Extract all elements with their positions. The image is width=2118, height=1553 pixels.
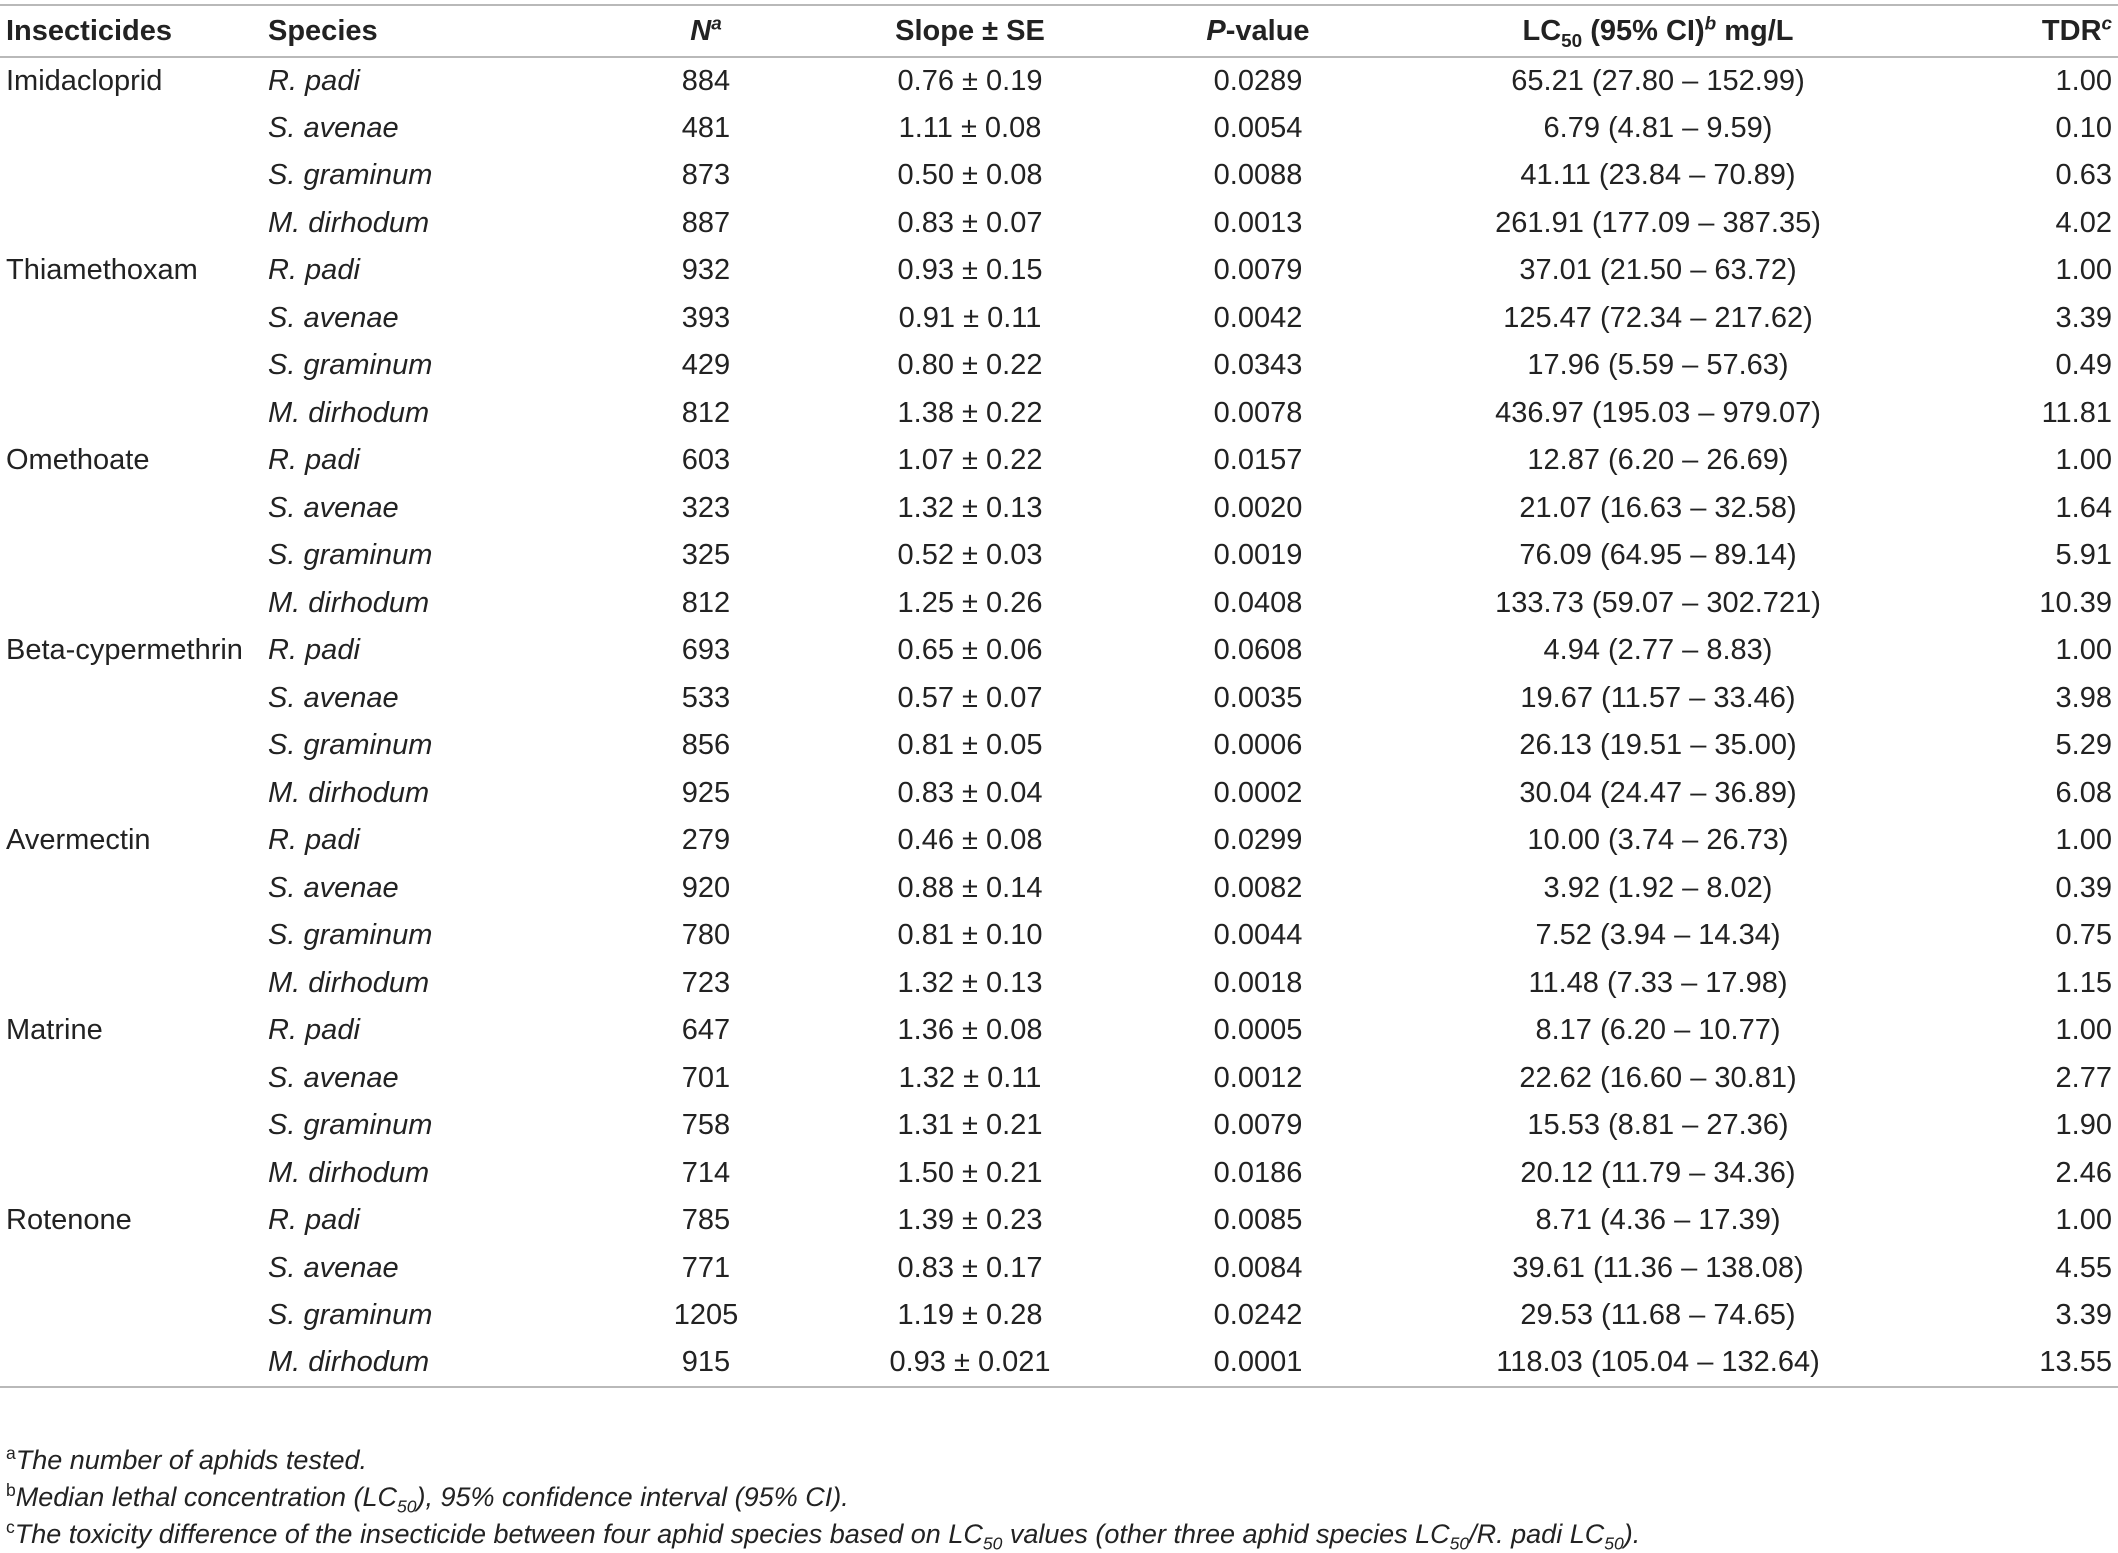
cell-n: 856 xyxy=(681,729,731,762)
table-row xyxy=(0,817,2118,865)
cell-tdr: 2.77 xyxy=(2055,1061,2112,1094)
cell-slope: 0.50 ± 0.08 xyxy=(897,159,1043,192)
cell-p-value: 0.0002 xyxy=(1213,776,1303,809)
cell-p-value: 0.0005 xyxy=(1213,1014,1303,1047)
cell-lc50: 8.17 (6.20 – 10.77) xyxy=(1535,1014,1781,1047)
cell-tdr: 1.00 xyxy=(2055,254,2112,287)
cell-tdr: 1.00 xyxy=(2055,634,2112,667)
cell-insecticide xyxy=(0,1102,258,1150)
cell-insecticide: Thiamethoxam xyxy=(6,254,198,287)
cell-lc50: 7.52 (3.94 – 14.34) xyxy=(1535,919,1781,952)
cell-species: M. dirhodum xyxy=(268,206,430,239)
cell-tdr: 1.00 xyxy=(2055,1014,2112,1047)
cell-lc50: 20.12 (11.79 – 34.36) xyxy=(1520,1156,1796,1189)
cell-p-value: 0.0084 xyxy=(1213,1251,1303,1284)
cell-lc50: 6.79 (4.81 – 9.59) xyxy=(1543,111,1773,144)
table-row xyxy=(0,1102,2118,1150)
cell-slope: 1.11 ± 0.08 xyxy=(898,111,1042,144)
header-tdr: TDR$^c$ xyxy=(1938,5,2118,57)
cell-tdr: 4.02 xyxy=(2055,206,2112,239)
cell-tdr: 0.75 xyxy=(2055,919,2112,952)
table-row xyxy=(0,105,2118,153)
table-row xyxy=(0,627,2118,675)
cell-p-value: 0.0001 xyxy=(1138,1340,1378,1388)
table-row xyxy=(0,1007,2118,1055)
cell-lc50: 17.96 (5.59 – 57.63) xyxy=(1527,349,1789,382)
cell-species: S. graminum xyxy=(268,919,433,952)
cell-p-value: 0.0019 xyxy=(1213,539,1303,572)
table-row xyxy=(0,200,2118,248)
cell-insecticide xyxy=(0,1292,258,1340)
cell-n: 915 xyxy=(610,1340,802,1388)
cell-n: 887 xyxy=(681,206,731,239)
cell-n: 785 xyxy=(681,1204,731,1237)
cell-p-value: 0.0042 xyxy=(1213,301,1303,334)
table-header xyxy=(0,5,2118,57)
cell-species: S. avenae xyxy=(268,301,399,334)
table-row xyxy=(0,532,2118,580)
cell-insecticide xyxy=(0,1150,258,1198)
cell-p-value: 0.0289 xyxy=(1213,64,1303,97)
cell-p-value: 0.0079 xyxy=(1213,1109,1303,1142)
cell-lc50: 118.03 (105.04 – 132.64) xyxy=(1378,1340,1938,1388)
cell-slope: 0.76 ± 0.19 xyxy=(897,64,1043,97)
cell-species: S. avenae xyxy=(268,681,399,714)
table-row xyxy=(0,485,2118,533)
cell-insecticide xyxy=(0,105,258,153)
table-row xyxy=(0,675,2118,723)
cell-lc50: 76.09 (64.95 – 89.14) xyxy=(1519,539,1797,572)
table-row xyxy=(0,1150,2118,1198)
cell-insecticide xyxy=(0,152,258,200)
table-row xyxy=(0,57,2118,105)
table-row xyxy=(0,865,2118,913)
header-species: Species xyxy=(258,5,610,57)
cell-tdr: 2.46 xyxy=(2055,1156,2112,1189)
cell-lc50: 133.73 (59.07 – 302.721) xyxy=(1495,586,1821,619)
cell-p-value: 0.0186 xyxy=(1213,1156,1303,1189)
cell-species: M. dirhodum xyxy=(268,966,430,999)
table-body xyxy=(0,57,2118,1387)
cell-species: S. avenae xyxy=(268,1061,399,1094)
cell-slope: 0.88 ± 0.14 xyxy=(897,871,1043,904)
cell-p-value: 0.0012 xyxy=(1213,1061,1303,1094)
cell-slope: 0.52 ± 0.03 xyxy=(897,539,1043,572)
cell-species: S. graminum xyxy=(268,1109,433,1142)
cell-insecticide: Rotenone xyxy=(6,1204,132,1237)
cell-species: R. padi xyxy=(268,254,360,287)
footnotes xyxy=(6,1442,1640,1553)
cell-species: R. padi xyxy=(268,1204,360,1237)
cell-lc50: 12.87 (6.20 – 26.69) xyxy=(1527,444,1789,477)
cell-insecticide: Matrine xyxy=(6,1014,103,1047)
cell-p-value: 0.0085 xyxy=(1213,1204,1303,1237)
cell-insecticide xyxy=(0,200,258,248)
table-row xyxy=(0,342,2118,390)
cell-n: 873 xyxy=(681,159,731,192)
cell-insecticide xyxy=(0,532,258,580)
cell-p-value: 0.0006 xyxy=(1213,729,1303,762)
cell-species: M. dirhodum xyxy=(268,776,430,809)
cell-tdr: 13.55 xyxy=(1938,1340,2118,1388)
cell-n: 279 xyxy=(681,824,731,857)
cell-tdr: 1.00 xyxy=(2055,1204,2112,1237)
cell-lc50: 3.92 (1.92 – 8.02) xyxy=(1543,871,1773,904)
cell-species: R. padi xyxy=(268,634,360,667)
cell-slope: 1.25 ± 0.26 xyxy=(897,586,1043,619)
cell-species: M. dirhodum xyxy=(258,1340,610,1388)
cell-lc50: 125.47 (72.34 – 217.62) xyxy=(1503,301,1813,334)
cell-insecticide xyxy=(0,1340,258,1388)
cell-p-value: 0.0082 xyxy=(1213,871,1303,904)
cell-n: 323 xyxy=(681,491,731,524)
cell-lc50: 26.13 (19.51 – 35.00) xyxy=(1519,729,1797,762)
cell-lc50: 15.53 (8.81 – 27.36) xyxy=(1527,1109,1789,1142)
cell-n: 603 xyxy=(681,444,731,477)
cell-slope: 1.19 ± 0.28 xyxy=(897,1299,1043,1332)
cell-slope: 1.36 ± 0.08 xyxy=(897,1014,1043,1047)
cell-slope: 1.32 ± 0.13 xyxy=(897,491,1043,524)
table-row xyxy=(0,1197,2118,1245)
header-slope: Slope ± SE xyxy=(802,5,1138,57)
cell-tdr: 1.00 xyxy=(2055,824,2112,857)
cell-lc50: 37.01 (21.50 – 63.72) xyxy=(1519,254,1797,287)
cell-tdr: 3.98 xyxy=(2055,681,2112,714)
cell-p-value: 0.0035 xyxy=(1213,681,1303,714)
footnote-b: $^b$Median lethal concentration $(LC_{50})$, 95% confidence interval (95% CI). xyxy=(6,1480,849,1517)
cell-n: 723 xyxy=(681,966,731,999)
table-row xyxy=(0,1292,2118,1340)
cell-insecticide xyxy=(0,865,258,913)
table-row xyxy=(0,247,2118,295)
cell-p-value: 0.0299 xyxy=(1213,824,1303,857)
table-row xyxy=(0,1245,2118,1293)
cell-species: S. graminum xyxy=(268,1299,433,1332)
cell-insecticide xyxy=(0,485,258,533)
cell-tdr: 1.00 xyxy=(2055,444,2112,477)
cell-slope: 1.39 ± 0.23 xyxy=(897,1204,1043,1237)
cell-slope: 1.38 ± 0.22 xyxy=(897,396,1043,429)
cell-species: S. avenae xyxy=(268,1251,399,1284)
cell-slope: 0.65 ± 0.06 xyxy=(897,634,1043,667)
cell-lc50: 8.71 (4.36 – 17.39) xyxy=(1535,1204,1781,1237)
cell-n: 533 xyxy=(681,681,731,714)
cell-tdr: 11.81 xyxy=(2041,396,2112,429)
cell-tdr: 6.08 xyxy=(2055,776,2112,809)
toxicity-table xyxy=(0,4,2118,1388)
cell-n: 758 xyxy=(681,1109,731,1142)
cell-insecticide: Omethoate xyxy=(6,444,150,477)
cell-n: 481 xyxy=(681,111,731,144)
cell-n: 393 xyxy=(681,301,731,334)
table-row xyxy=(0,580,2118,628)
cell-species: R. padi xyxy=(268,444,360,477)
cell-species: M. dirhodum xyxy=(268,1156,430,1189)
cell-lc50: 11.48 (7.33 – 17.98) xyxy=(1528,966,1788,999)
cell-slope: 0.80 ± 0.22 xyxy=(897,349,1043,382)
table-row xyxy=(0,960,2118,1008)
cell-lc50: 21.07 (16.63 – 32.58) xyxy=(1519,491,1797,524)
cell-p-value: 0.0079 xyxy=(1213,254,1303,287)
cell-p-value: 0.0018 xyxy=(1213,966,1303,999)
cell-tdr: 0.49 xyxy=(2055,349,2112,382)
cell-insecticide xyxy=(0,342,258,390)
cell-tdr: 5.91 xyxy=(2055,539,2112,572)
cell-tdr: 1.64 xyxy=(2055,491,2112,524)
cell-n: 884 xyxy=(681,64,731,97)
cell-lc50: 4.94 (2.77 – 8.83) xyxy=(1543,634,1773,667)
cell-slope: 0.81 ± 0.10 xyxy=(897,919,1043,952)
cell-lc50: 19.67 (11.57 – 33.46) xyxy=(1520,681,1796,714)
cell-p-value: 0.0088 xyxy=(1213,159,1303,192)
cell-insecticide xyxy=(0,1245,258,1293)
cell-species: S. avenae xyxy=(268,871,399,904)
cell-insecticide xyxy=(0,580,258,628)
cell-species: S. graminum xyxy=(268,349,433,382)
toxicity-table-container xyxy=(0,4,2118,1388)
cell-n: 429 xyxy=(681,349,731,382)
table-row xyxy=(0,1055,2118,1103)
cell-n: 325 xyxy=(681,539,731,572)
cell-n: 647 xyxy=(681,1014,731,1047)
cell-slope: 1.32 ± 0.13 xyxy=(897,966,1043,999)
cell-lc50: 30.04 (24.47 – 36.89) xyxy=(1519,776,1797,809)
cell-tdr: 1.15 xyxy=(2055,966,2112,999)
cell-p-value: 0.0608 xyxy=(1213,634,1303,667)
cell-tdr: 5.29 xyxy=(2055,729,2112,762)
cell-insecticide: Imidacloprid xyxy=(6,64,163,97)
cell-lc50: 436.97 (195.03 – 979.07) xyxy=(1495,396,1821,429)
cell-slope: 0.93 ± 0.021 xyxy=(802,1340,1138,1388)
footnote-a: $^a$The number of aphids tested. xyxy=(6,1443,367,1475)
cell-slope: 1.50 ± 0.21 xyxy=(897,1156,1043,1189)
cell-lc50: 29.53 (11.68 – 74.65) xyxy=(1520,1299,1796,1332)
cell-p-value: 0.0054 xyxy=(1213,111,1303,144)
cell-n: 701 xyxy=(681,1061,731,1094)
cell-species: S. avenae xyxy=(268,491,399,524)
cell-tdr: 0.39 xyxy=(2055,871,2112,904)
cell-lc50: 39.61 (11.36 – 138.08) xyxy=(1512,1251,1804,1284)
cell-slope: 0.91 ± 0.11 xyxy=(898,301,1042,334)
cell-tdr: 1.00 xyxy=(2055,64,2112,97)
cell-n: 771 xyxy=(681,1251,731,1284)
cell-lc50: 22.62 (16.60 – 30.81) xyxy=(1519,1061,1797,1094)
table-row xyxy=(0,1340,2118,1388)
cell-insecticide xyxy=(0,1055,258,1103)
header-lc50: $LC_{50}$ (95% CI)$^b$ mg/L xyxy=(1378,5,1938,57)
cell-lc50: 65.21 (27.80 – 152.99) xyxy=(1511,64,1805,97)
table-row xyxy=(0,770,2118,818)
cell-species: S. graminum xyxy=(268,159,433,192)
cell-species: R. padi xyxy=(268,64,360,97)
cell-slope: 0.81 ± 0.05 xyxy=(897,729,1043,762)
cell-n: 925 xyxy=(681,776,731,809)
cell-tdr: 10.39 xyxy=(2039,586,2112,619)
cell-species: M. dirhodum xyxy=(268,586,430,619)
cell-tdr: 0.63 xyxy=(2055,159,2112,192)
cell-species: R. padi xyxy=(268,824,360,857)
cell-n: 714 xyxy=(681,1156,731,1189)
cell-p-value: 0.0408 xyxy=(1213,586,1303,619)
cell-slope: 0.57 ± 0.07 xyxy=(897,681,1043,714)
cell-insecticide xyxy=(0,295,258,343)
cell-slope: 0.83 ± 0.17 xyxy=(897,1251,1043,1284)
cell-insecticide xyxy=(0,390,258,438)
cell-tdr: 3.39 xyxy=(2055,301,2112,334)
cell-n: 693 xyxy=(681,634,731,667)
cell-insecticide: Avermectin xyxy=(6,824,151,857)
cell-p-value: 0.0343 xyxy=(1213,349,1303,382)
cell-slope: 1.32 ± 0.11 xyxy=(898,1061,1042,1094)
cell-lc50: 261.91 (177.09 – 387.35) xyxy=(1495,206,1821,239)
header-row xyxy=(0,5,2118,57)
cell-insecticide xyxy=(0,960,258,1008)
cell-p-value: 0.0242 xyxy=(1213,1299,1303,1332)
table-row xyxy=(0,152,2118,200)
cell-slope: 1.07 ± 0.22 xyxy=(897,444,1043,477)
cell-slope: 1.31 ± 0.21 xyxy=(897,1109,1043,1142)
table-row xyxy=(0,437,2118,485)
cell-insecticide xyxy=(0,722,258,770)
cell-slope: 0.46 ± 0.08 xyxy=(897,824,1043,857)
header-p-value: P-value xyxy=(1138,5,1378,57)
footnote-c: $^c$The toxicity difference of the insecticide between four aphid species based on $LC_{50}$ values (other three aphid species $LC_{50}/R$. padi $LC_{50}$). xyxy=(6,1517,1641,1553)
cell-n: 812 xyxy=(681,396,731,429)
cell-tdr: 0.10 xyxy=(2055,111,2112,144)
cell-insecticide xyxy=(0,770,258,818)
cell-n: 1205 xyxy=(673,1299,739,1332)
cell-lc50: 41.11 (23.84 – 70.89) xyxy=(1520,159,1796,192)
table-row xyxy=(0,295,2118,343)
cell-insecticide xyxy=(0,675,258,723)
cell-species: M. dirhodum xyxy=(268,396,430,429)
cell-insecticide xyxy=(0,912,258,960)
cell-p-value: 0.0013 xyxy=(1213,206,1303,239)
header-n: $N^a$ xyxy=(610,5,802,57)
cell-n: 812 xyxy=(681,586,731,619)
cell-p-value: 0.0157 xyxy=(1213,444,1303,477)
table-row xyxy=(0,912,2118,960)
cell-p-value: 0.0078 xyxy=(1213,396,1303,429)
header-insecticides: Insecticides xyxy=(0,5,258,57)
table-row xyxy=(0,722,2118,770)
cell-slope: 0.83 ± 0.07 xyxy=(897,206,1043,239)
cell-slope: 0.93 ± 0.15 xyxy=(897,254,1043,287)
cell-species: R. padi xyxy=(268,1014,360,1047)
cell-n: 920 xyxy=(681,871,731,904)
table-row xyxy=(0,390,2118,438)
cell-n: 780 xyxy=(681,919,731,952)
cell-n: 932 xyxy=(681,254,731,287)
cell-tdr: 1.90 xyxy=(2055,1109,2112,1142)
cell-lc50: 10.00 (3.74 – 26.73) xyxy=(1527,824,1789,857)
cell-tdr: 4.55 xyxy=(2055,1251,2112,1284)
cell-species: S. graminum xyxy=(268,729,433,762)
cell-p-value: 0.0020 xyxy=(1213,491,1303,524)
cell-slope: 0.83 ± 0.04 xyxy=(897,776,1043,809)
cell-species: S. avenae xyxy=(268,111,399,144)
cell-insecticide: Beta-cypermethrin xyxy=(6,634,243,667)
cell-species: S. graminum xyxy=(268,539,433,572)
cell-p-value: 0.0044 xyxy=(1213,919,1303,952)
cell-tdr: 3.39 xyxy=(2055,1299,2112,1332)
